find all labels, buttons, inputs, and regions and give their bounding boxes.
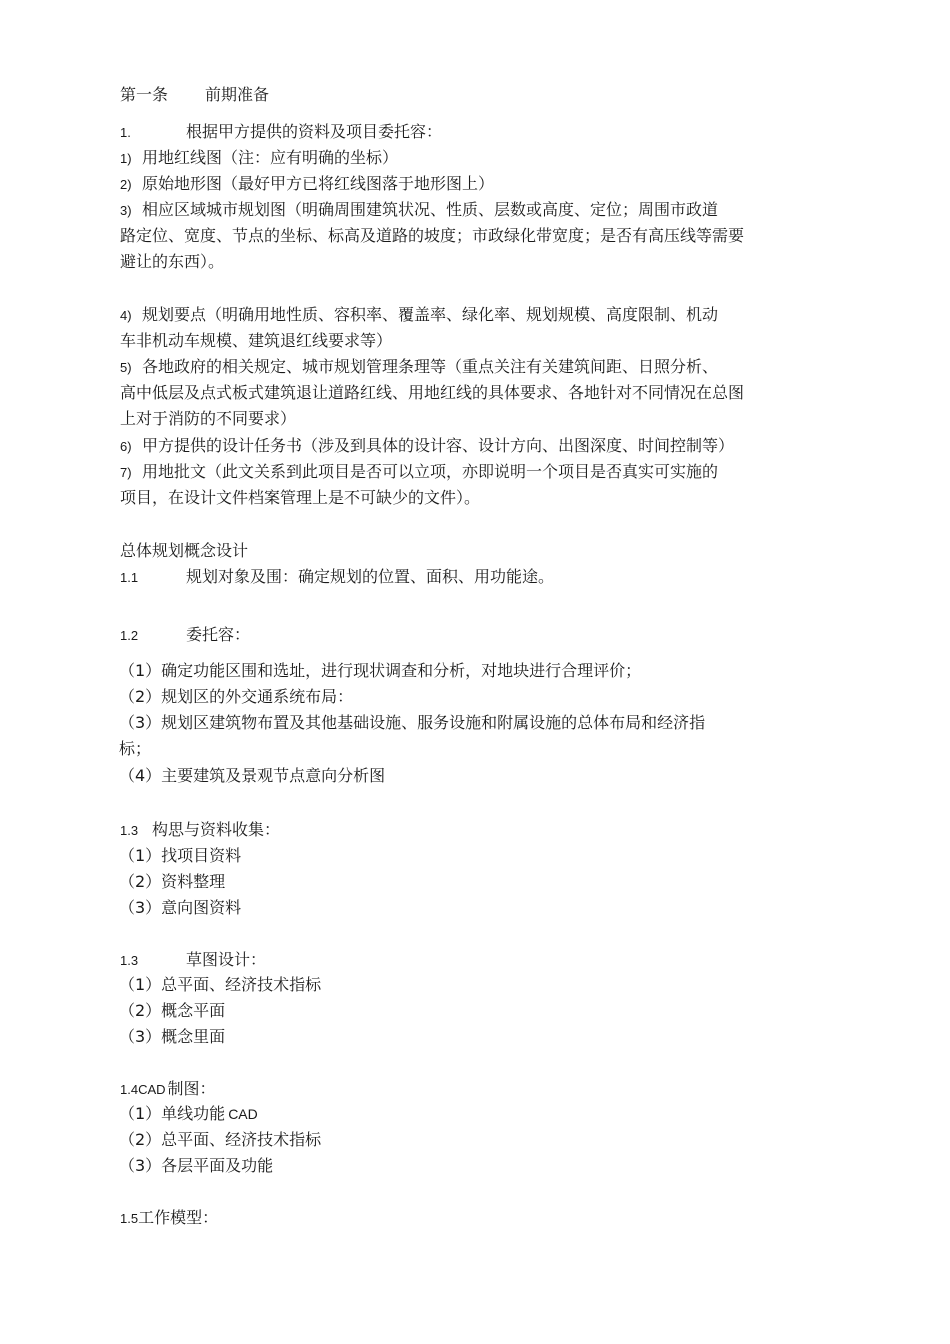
section-1-4-text: 制图： (167, 1079, 216, 1098)
section-1-text: 根据甲方提供的资料及项目委托容： (186, 122, 443, 141)
section-1-1 (120, 567, 554, 587)
article-title (120, 85, 269, 105)
section-1-2-item-2: （2）规划区的外交通系统布局： (119, 687, 354, 706)
section-1-3-concept-item-3: （3）意向图资料 (119, 898, 242, 917)
section-1-4-item-2: （2）总平面、经济技术指标 (119, 1130, 322, 1149)
list-item-1-text: 用地红线图（注：应有明确的坐标） (142, 148, 399, 167)
list-item-6-text: 甲方提供的设计任务书（涉及到具体的设计容、设计方向、出图深度、时间控制等） (142, 436, 735, 455)
list-item-2 (120, 174, 494, 194)
list-item-3-line-3: 避让的东西）。 (120, 252, 225, 271)
section-1-4-item-1-text: （1）单线功能 (119, 1104, 226, 1123)
section-1-4-number: 1.4CAD (120, 1082, 166, 1097)
list-item-6-number: 6) (120, 439, 132, 454)
section-1-2-item-1: （1）确定功能区围和选址，进行现状调查和分析，对地块进行合理评价； (119, 661, 642, 680)
list-item-4 (120, 305, 718, 325)
list-item-3-line-2: 路定位、宽度、节点的坐标、标高及道路的坡度；市政绿化带宽度；是否有高压线等需要 (120, 226, 745, 245)
list-item-3 (120, 200, 718, 220)
section-1-2-item-4: （4）主要建筑及景观节点意向分析图 (119, 766, 386, 785)
section-1-4-item-1-cad: CAD (228, 1106, 258, 1122)
section-1-1-number: 1.1 (120, 570, 139, 585)
list-item-3-number: 3) (120, 203, 132, 218)
section-1-3-sketch-text: 草图设计： (186, 950, 267, 969)
list-item-4-line-2: 车非机动车规模、建筑退红线要求等） (120, 331, 393, 350)
article-title-text: 前期准备 (205, 85, 270, 104)
list-item-7-text-line-1: 用地批文（此文关系到此项目是否可以立项，亦即说明一个项目是否真实可实施的 (142, 462, 719, 481)
section-1-1-text: 规划对象及围：确定规划的位置、面积、用功能途。 (186, 567, 555, 586)
section-1-3-concept-number: 1.3 (120, 823, 139, 838)
section-1-3-sketch-item-2: （2）概念平面 (119, 1001, 226, 1020)
list-item-7-number: 7) (120, 465, 132, 480)
article-number: 第一条 (120, 85, 169, 104)
list-item-5-text-line-1: 各地政府的相关规定、城市规划管理条理等（重点关注有关建筑间距、日照分析、 (142, 357, 719, 376)
section-1-3-concept-text: 构思与资料收集： (152, 820, 281, 839)
section-1-4 (120, 1079, 216, 1099)
list-item-4-number: 4) (120, 308, 132, 323)
section-1-5-text: 工作模型： (138, 1208, 219, 1227)
list-item-1 (120, 148, 398, 168)
list-item-4-text-line-1: 规划要点（明确用地性质、容积率、覆盖率、绿化率、规划规模、高度限制、机动 (142, 305, 719, 324)
section-1-2-number: 1.2 (120, 628, 139, 643)
list-item-7-line-2: 项目，在设计文件档案管理上是不可缺少的文件）。 (120, 488, 481, 507)
list-item-5-number: 5) (120, 360, 132, 375)
section-1-3-sketch-item-3: （3）概念里面 (119, 1027, 226, 1046)
section-1-2-text: 委托容： (186, 625, 251, 644)
list-item-1-number: 1) (120, 151, 132, 166)
section-1-2 (120, 625, 250, 645)
list-item-5-line-3: 上对于消防的不同要求） (120, 409, 297, 428)
section-1-3-sketch-item-1: （1）总平面、经济技术指标 (119, 975, 322, 994)
section-1-3-sketch-number: 1.3 (120, 953, 139, 968)
section-1-3-concept (120, 820, 280, 840)
section-1-4-item-3: （3）各层平面及功能 (119, 1156, 274, 1175)
section-1-5-number: 1.5 (120, 1211, 139, 1226)
section-heading-overall-planning: 总体规划概念设计 (120, 541, 249, 560)
section-1-3-sketch (120, 950, 266, 970)
section-1-2-item-3-line-2: 标； (119, 739, 152, 758)
section-1-4-item-1 (119, 1104, 258, 1124)
section-1-2-item-3: （3）规划区建筑物布置及其他基础设施、服务设施和附属设施的总体布局和经济指 (119, 713, 706, 732)
section-1-number: 1. (120, 125, 131, 140)
list-item-2-number: 2) (120, 177, 132, 192)
list-item-5-line-2: 高中低层及点式板式建筑退让道路红线、用地红线的具体要求、各地针对不同情况在总图 (120, 383, 745, 402)
list-item-7 (120, 462, 718, 482)
section-1-3-concept-item-2: （2）资料整理 (119, 872, 226, 891)
section-1-3-concept-item-1: （1）找项目资料 (119, 846, 242, 865)
list-item-5 (120, 357, 718, 377)
section-1-5 (120, 1208, 218, 1228)
section-1-heading (120, 122, 442, 142)
list-item-2-text: 原始地形图（最好甲方已将红线图落于地形图上） (142, 174, 495, 193)
list-item-3-text-line-1: 相应区域城市规划图（明确周围建筑状况、性质、层数或高度、定位；周围市政道 (142, 200, 719, 219)
list-item-6 (120, 436, 734, 456)
